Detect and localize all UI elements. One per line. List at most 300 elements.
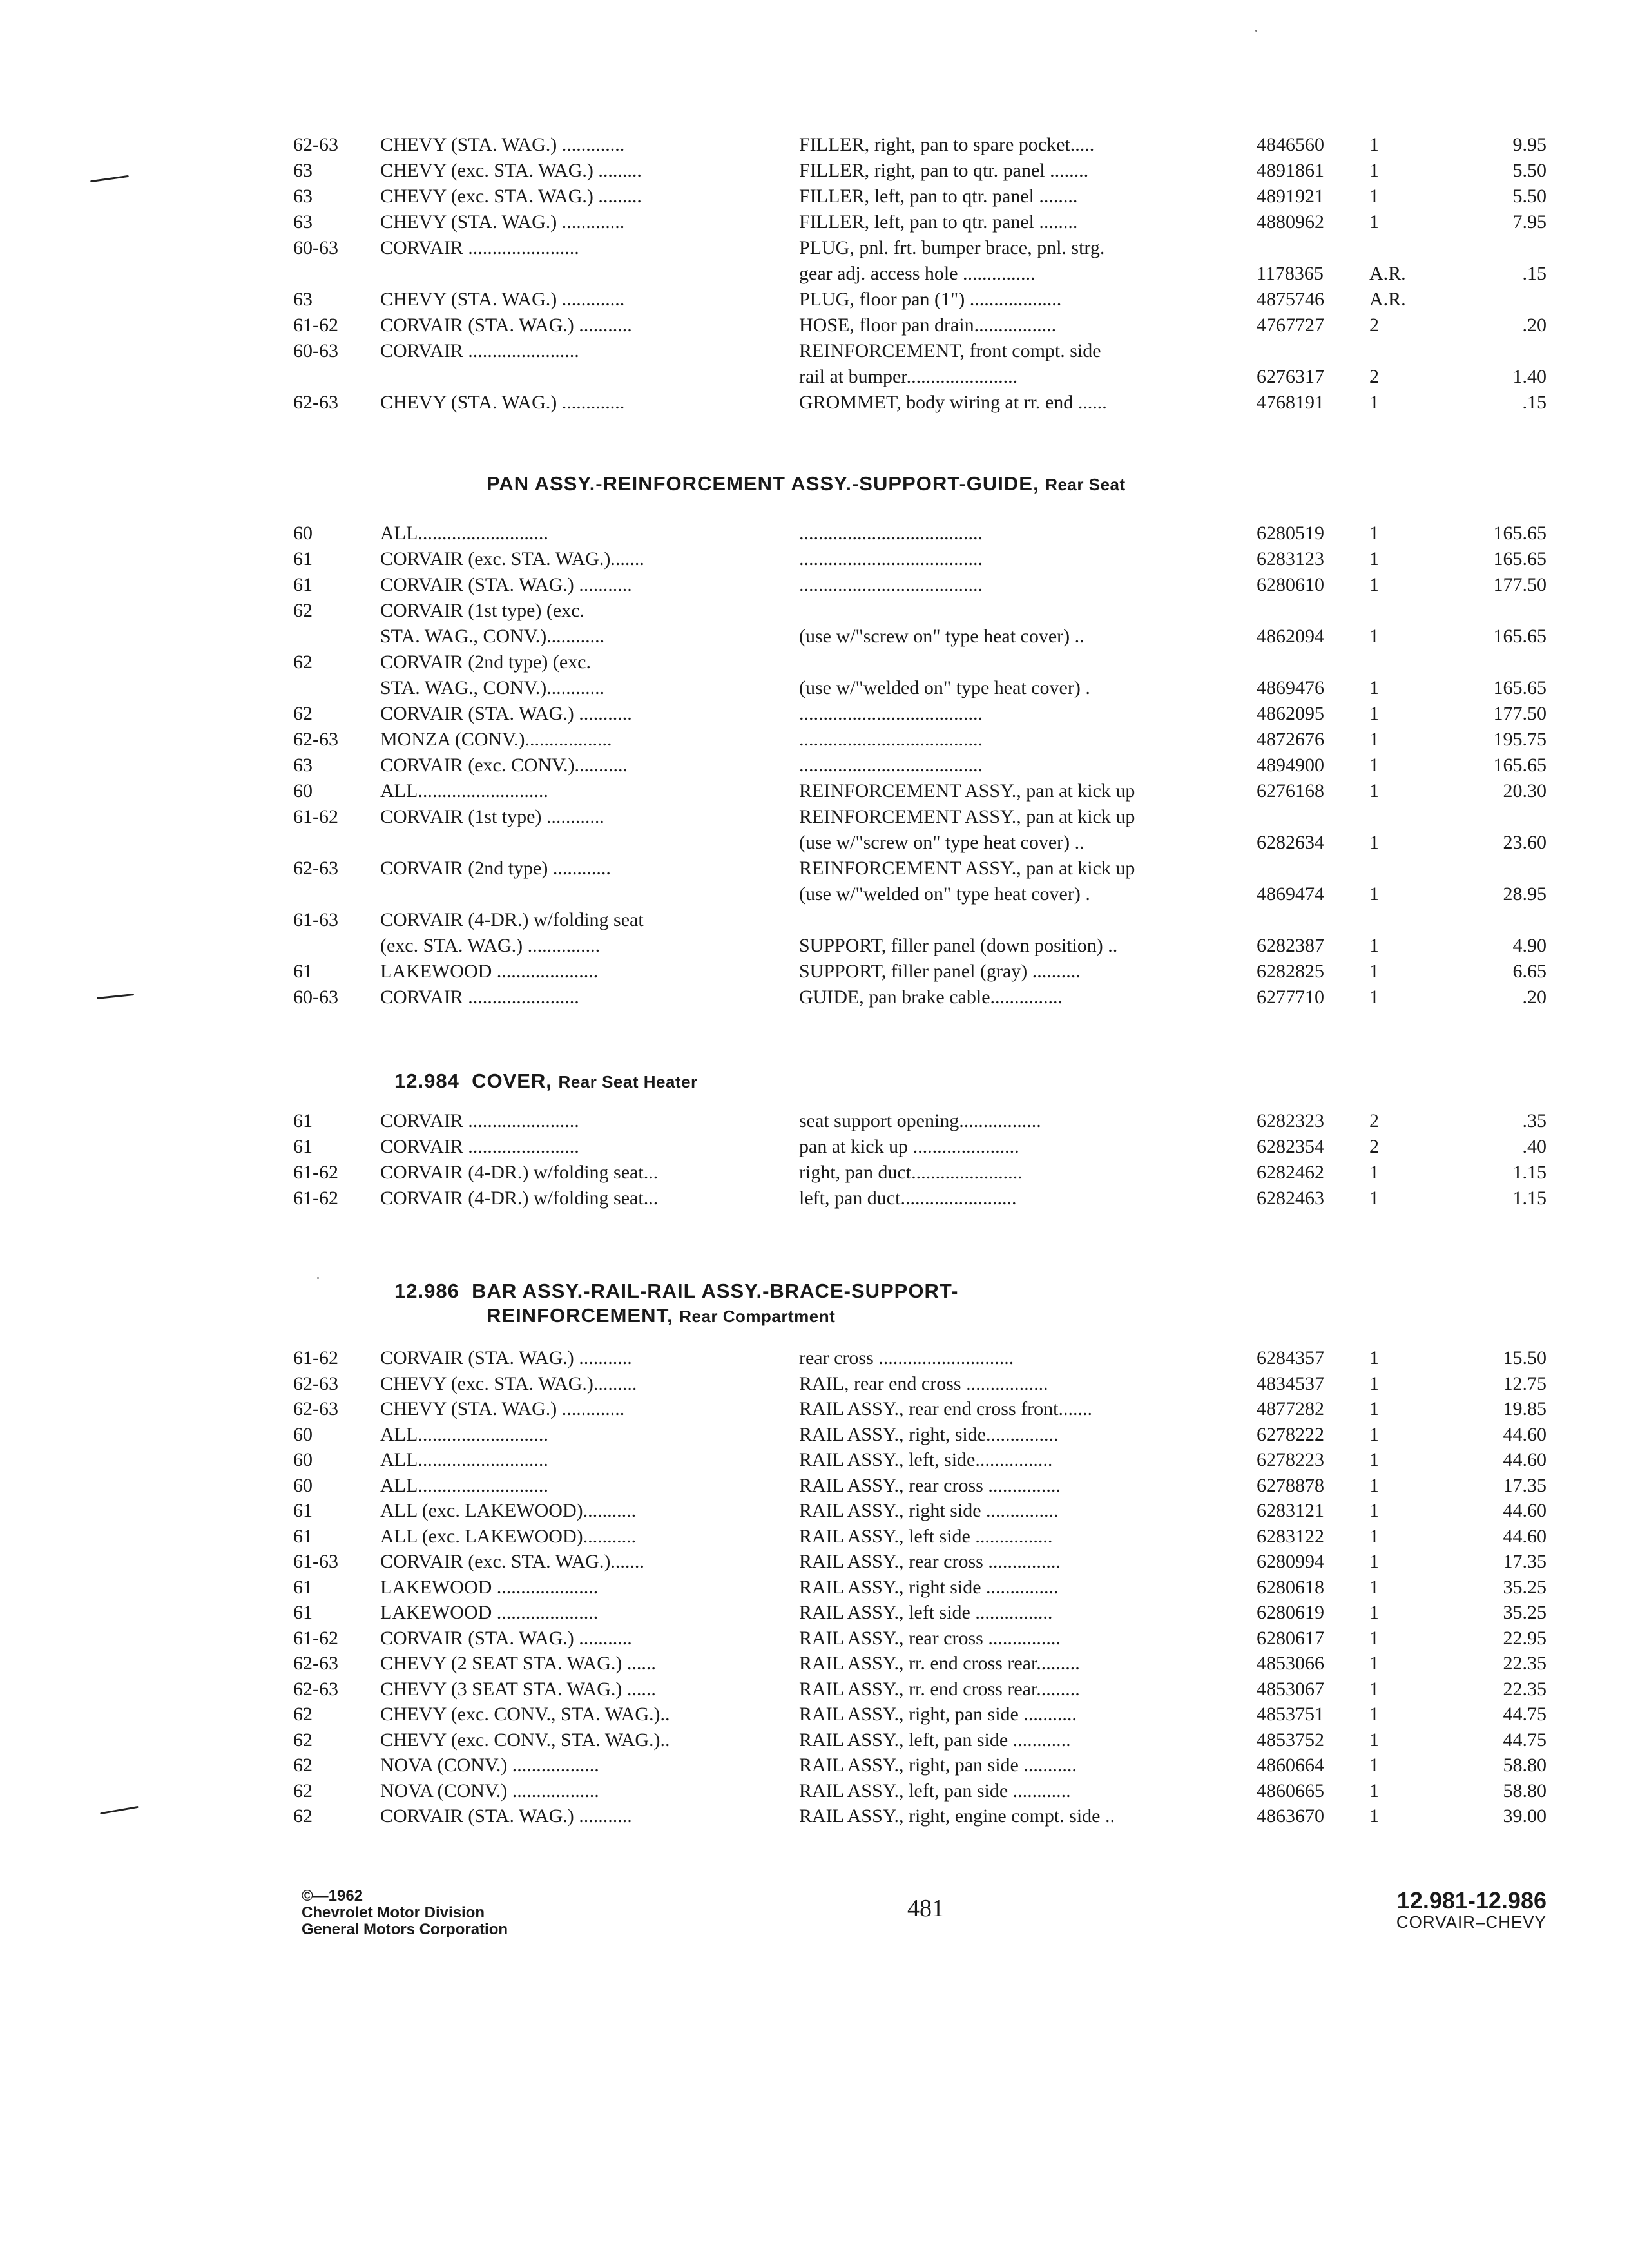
part-number: 6283123 bbox=[1257, 548, 1324, 570]
quantity: 1 bbox=[1369, 986, 1379, 1008]
part-number: 4894900 bbox=[1257, 754, 1324, 776]
description: RAIL ASSY., left side ................ bbox=[799, 1525, 1053, 1547]
model-year: 61-63 bbox=[293, 1551, 338, 1572]
description: RAIL ASSY., right, side............... bbox=[799, 1423, 1059, 1445]
part-number: 4872676 bbox=[1257, 729, 1324, 750]
model: CORVAIR (STA. WAG.) ........... bbox=[380, 574, 632, 595]
model-year: 60-63 bbox=[293, 237, 338, 258]
model-year: 63 bbox=[293, 160, 313, 181]
quantity: 1 bbox=[1369, 392, 1379, 413]
part-number: 6282323 bbox=[1257, 1110, 1324, 1131]
model: CHEVY (STA. WAG.) ............. bbox=[380, 392, 625, 413]
price: .15 bbox=[1522, 392, 1547, 413]
table-row bbox=[0, 830, 1629, 856]
model-year: 60 bbox=[293, 1449, 313, 1470]
model-year: 61 bbox=[293, 1110, 313, 1131]
model: ALL........................... bbox=[380, 1474, 548, 1496]
table-row bbox=[0, 390, 1629, 416]
price: 20.30 bbox=[1503, 780, 1547, 802]
quantity: 1 bbox=[1369, 1704, 1379, 1725]
model-year: 61 bbox=[293, 1136, 313, 1157]
table-row bbox=[0, 1626, 1629, 1651]
part-number: 4869474 bbox=[1257, 883, 1324, 905]
corporation: General Motors Corporation bbox=[302, 1921, 508, 1938]
model: CORVAIR (1st type) (exc. bbox=[380, 600, 585, 621]
quantity: 1 bbox=[1369, 1805, 1379, 1827]
price: 39.00 bbox=[1503, 1805, 1547, 1827]
model: ALL (exc. LAKEWOOD)........... bbox=[380, 1500, 637, 1521]
description: gear adj. access hole ............... bbox=[799, 263, 1036, 284]
model: ALL (exc. LAKEWOOD)........... bbox=[380, 1525, 637, 1547]
model-year: 61-62 bbox=[293, 314, 338, 336]
part-number: 4853066 bbox=[1257, 1653, 1324, 1674]
section-title: BAR ASSY.-RAIL-RAIL ASSY.-BRACE-SUPPORT- bbox=[472, 1280, 959, 1302]
table-row bbox=[0, 287, 1629, 312]
part-number: 4767727 bbox=[1257, 314, 1324, 336]
description: FILLER, right, pan to qtr. panel ........ bbox=[799, 160, 1089, 181]
table-row bbox=[0, 727, 1629, 753]
description: ...................................... bbox=[799, 754, 983, 776]
price: 35.25 bbox=[1503, 1602, 1547, 1623]
model: CORVAIR (4-DR.) w/folding seat... bbox=[380, 1162, 659, 1183]
price: 44.60 bbox=[1503, 1500, 1547, 1521]
part-number: 6276317 bbox=[1257, 366, 1324, 387]
model-year: 62-63 bbox=[293, 134, 338, 155]
price: 44.60 bbox=[1503, 1449, 1547, 1470]
quantity: 1 bbox=[1369, 574, 1379, 595]
footer-range bbox=[1353, 1888, 1547, 1930]
model-year: 62-63 bbox=[293, 729, 338, 750]
price: 19.85 bbox=[1503, 1398, 1547, 1419]
model: CORVAIR (STA. WAG.) ........... bbox=[380, 703, 632, 724]
page-number: 481 bbox=[907, 1895, 944, 1922]
price: 28.95 bbox=[1503, 883, 1547, 905]
model-year: 61-62 bbox=[293, 1347, 338, 1369]
quantity: 1 bbox=[1369, 1525, 1379, 1547]
model-year: 62 bbox=[293, 703, 313, 724]
quantity: 1 bbox=[1369, 729, 1379, 750]
price: 17.35 bbox=[1503, 1551, 1547, 1572]
price: .20 bbox=[1522, 986, 1547, 1008]
table-row bbox=[0, 572, 1629, 598]
part-number: 4860664 bbox=[1257, 1754, 1324, 1776]
quantity: 1 bbox=[1369, 1474, 1379, 1496]
price: 5.50 bbox=[1512, 160, 1547, 181]
part-number: 6283121 bbox=[1257, 1500, 1324, 1521]
description: REINFORCEMENT ASSY., pan at kick up bbox=[799, 780, 1135, 802]
description: RAIL ASSY., rr. end cross rear......... bbox=[799, 1653, 1080, 1674]
table-row bbox=[0, 753, 1629, 778]
quantity: 1 bbox=[1369, 160, 1379, 181]
price: 4.90 bbox=[1512, 935, 1547, 956]
model: CORVAIR (exc. STA. WAG.)....... bbox=[380, 548, 644, 570]
model-year: 61-62 bbox=[293, 1162, 338, 1183]
table-row bbox=[0, 132, 1629, 158]
model: CHEVY (exc. STA. WAG.) ......... bbox=[380, 186, 642, 207]
model: NOVA (CONV.) .................. bbox=[380, 1754, 599, 1776]
section-heading-cover bbox=[394, 1070, 698, 1093]
model-year: 62 bbox=[293, 600, 313, 621]
model-year: 61 bbox=[293, 574, 313, 595]
model: CORVAIR ....................... bbox=[380, 1110, 579, 1131]
description: ...................................... bbox=[799, 574, 983, 595]
quantity: 2 bbox=[1369, 1110, 1379, 1131]
model-year: 60-63 bbox=[293, 340, 338, 361]
model-year: 62 bbox=[293, 1704, 313, 1725]
model-year: 61 bbox=[293, 1602, 313, 1623]
model: CHEVY (exc. CONV., STA. WAG.).. bbox=[380, 1729, 670, 1751]
part-number: 4863670 bbox=[1257, 1805, 1324, 1827]
table-row bbox=[0, 1803, 1629, 1829]
table-row bbox=[0, 1160, 1629, 1186]
copyright: ©—1962 bbox=[302, 1887, 363, 1905]
price: 165.65 bbox=[1493, 677, 1547, 698]
table-row bbox=[0, 235, 1629, 261]
table-row bbox=[0, 1727, 1629, 1753]
table-row bbox=[0, 598, 1629, 624]
model-year: 60 bbox=[293, 523, 313, 544]
part-number: 4768191 bbox=[1257, 392, 1324, 413]
model-year: 61-62 bbox=[293, 806, 338, 827]
part-number: 4834537 bbox=[1257, 1372, 1324, 1394]
footer-publisher bbox=[302, 1888, 508, 1938]
table-row bbox=[0, 1108, 1629, 1134]
description: GROMMET, body wiring at rr. end ...... bbox=[799, 392, 1107, 413]
price: 7.95 bbox=[1512, 211, 1547, 233]
table-row bbox=[0, 1473, 1629, 1499]
table-row bbox=[0, 1600, 1629, 1626]
quantity: 1 bbox=[1369, 1602, 1379, 1623]
table-row bbox=[0, 985, 1629, 1010]
description: RAIL ASSY., right, engine compt. side .. bbox=[799, 1805, 1115, 1827]
table-row bbox=[0, 624, 1629, 649]
model: CHEVY (2 SEAT STA. WAG.) ...... bbox=[380, 1653, 656, 1674]
price: 9.95 bbox=[1512, 134, 1547, 155]
model: ALL........................... bbox=[380, 1449, 548, 1470]
model: CHEVY (exc. STA. WAG.)......... bbox=[380, 1372, 637, 1394]
table-row bbox=[0, 1498, 1629, 1524]
table-row bbox=[0, 1524, 1629, 1550]
quantity: 1 bbox=[1369, 1398, 1379, 1419]
part-number: 6280994 bbox=[1257, 1551, 1324, 1572]
quantity: 1 bbox=[1369, 1678, 1379, 1700]
model-year: 62 bbox=[293, 1729, 313, 1751]
description: ...................................... bbox=[799, 703, 983, 724]
part-number: 6284357 bbox=[1257, 1347, 1324, 1369]
quantity: 1 bbox=[1369, 961, 1379, 982]
table-row bbox=[0, 675, 1629, 701]
model-year: 63 bbox=[293, 186, 313, 207]
quantity: 1 bbox=[1369, 186, 1379, 207]
part-number: 4891921 bbox=[1257, 186, 1324, 207]
description: RAIL ASSY., left side ................ bbox=[799, 1602, 1053, 1623]
model-year: 63 bbox=[293, 211, 313, 233]
part-number: 1178365 bbox=[1257, 263, 1324, 284]
model-year: 60 bbox=[293, 1474, 313, 1496]
part-number: 6280619 bbox=[1257, 1602, 1324, 1623]
section-heading-pan-assy bbox=[487, 472, 1126, 495]
table-row bbox=[0, 1186, 1629, 1211]
price: 1.40 bbox=[1512, 366, 1547, 387]
table-row bbox=[0, 649, 1629, 675]
price: 195.75 bbox=[1493, 729, 1547, 750]
model: CORVAIR (STA. WAG.) ........... bbox=[380, 1347, 632, 1369]
description: RAIL ASSY., left, pan side ............ bbox=[799, 1729, 1071, 1751]
description: RAIL ASSY., rr. end cross rear......... bbox=[799, 1678, 1080, 1700]
table-row bbox=[0, 1345, 1629, 1371]
description: right, pan duct....................... bbox=[799, 1162, 1023, 1183]
quantity: A.R. bbox=[1369, 263, 1406, 284]
price: 44.75 bbox=[1503, 1729, 1547, 1751]
table-row bbox=[0, 1549, 1629, 1575]
table-row bbox=[0, 881, 1629, 907]
part-number: 6282463 bbox=[1257, 1187, 1324, 1209]
description: (use w/"welded on" type heat cover) . bbox=[799, 883, 1090, 905]
description: ...................................... bbox=[799, 523, 983, 544]
part-number: 6278222 bbox=[1257, 1423, 1324, 1445]
part-number: 6280617 bbox=[1257, 1627, 1324, 1649]
part-number: 6282387 bbox=[1257, 935, 1324, 956]
quantity: 1 bbox=[1369, 1347, 1379, 1369]
description: rail at bumper....................... bbox=[799, 366, 1018, 387]
table-row bbox=[0, 804, 1629, 830]
part-number: 6283122 bbox=[1257, 1525, 1324, 1547]
model: CORVAIR (exc. CONV.)........... bbox=[380, 754, 628, 776]
model: CHEVY (STA. WAG.) ............. bbox=[380, 1398, 625, 1419]
price: 6.65 bbox=[1512, 961, 1547, 982]
description: SUPPORT, filler panel (gray) .......... bbox=[799, 961, 1081, 982]
part-number: 6277710 bbox=[1257, 986, 1324, 1008]
model: CORVAIR (2nd type) (exc. bbox=[380, 651, 591, 673]
quantity: 1 bbox=[1369, 1551, 1379, 1572]
part-number: 4853751 bbox=[1257, 1704, 1324, 1725]
model: CORVAIR ....................... bbox=[380, 237, 579, 258]
speck bbox=[317, 1277, 319, 1279]
table-row bbox=[0, 1371, 1629, 1397]
model: (exc. STA. WAG.) ............... bbox=[380, 935, 601, 956]
model: STA. WAG., CONV.)............ bbox=[380, 677, 605, 698]
description: PLUG, floor pan (1") ................... bbox=[799, 289, 1062, 310]
model-year: 62-63 bbox=[293, 392, 338, 413]
table-row bbox=[0, 1422, 1629, 1448]
quantity: 1 bbox=[1369, 1372, 1379, 1394]
model-year: 61 bbox=[293, 1525, 313, 1547]
description: REINFORCEMENT, front compt. side bbox=[799, 340, 1101, 361]
model: CORVAIR (4-DR.) w/folding seat... bbox=[380, 1187, 659, 1209]
description: FILLER, left, pan to qtr. panel ........ bbox=[799, 211, 1078, 233]
model-year: 62-63 bbox=[293, 1653, 338, 1674]
quantity: 1 bbox=[1369, 1500, 1379, 1521]
quantity: 1 bbox=[1369, 1729, 1379, 1751]
price: 165.65 bbox=[1493, 626, 1547, 647]
table-row bbox=[0, 1702, 1629, 1727]
quantity: 1 bbox=[1369, 754, 1379, 776]
price: 44.60 bbox=[1503, 1525, 1547, 1547]
part-number: 6280610 bbox=[1257, 574, 1324, 595]
model: CORVAIR (STA. WAG.) ........... bbox=[380, 1627, 632, 1649]
part-number: 4860665 bbox=[1257, 1780, 1324, 1802]
table-row bbox=[0, 1778, 1629, 1804]
table-row bbox=[0, 209, 1629, 235]
model-year: 62 bbox=[293, 1805, 313, 1827]
price: 44.75 bbox=[1503, 1704, 1547, 1725]
model-year: 61 bbox=[293, 961, 313, 982]
model-year: 60 bbox=[293, 780, 313, 802]
model-year: 60-63 bbox=[293, 986, 338, 1008]
section-title: PAN ASSY.-REINFORCEMENT ASSY.-SUPPORT-GUIDE, bbox=[487, 472, 1039, 495]
table-row bbox=[0, 261, 1629, 287]
description: seat support opening................. bbox=[799, 1110, 1041, 1131]
quantity: 1 bbox=[1369, 935, 1379, 956]
model-year: 61-62 bbox=[293, 1627, 338, 1649]
price: .15 bbox=[1522, 263, 1547, 284]
model-year: 61-62 bbox=[293, 1187, 338, 1209]
section-title: COVER, bbox=[472, 1070, 552, 1092]
description: RAIL ASSY., right, pan side ........... bbox=[799, 1704, 1077, 1725]
description: RAIL ASSY., right, pan side ........... bbox=[799, 1754, 1077, 1776]
section-number: 12.984 bbox=[394, 1070, 459, 1092]
table-row bbox=[0, 184, 1629, 209]
part-number: 6276168 bbox=[1257, 780, 1324, 802]
description: GUIDE, pan brake cable............... bbox=[799, 986, 1063, 1008]
price: 22.35 bbox=[1503, 1653, 1547, 1674]
part-number: 4862095 bbox=[1257, 703, 1324, 724]
model: LAKEWOOD ..................... bbox=[380, 961, 599, 982]
model-year: 62 bbox=[293, 651, 313, 673]
model: CHEVY (STA. WAG.) ............. bbox=[380, 289, 625, 310]
description: RAIL ASSY., right side ............... bbox=[799, 1500, 1059, 1521]
table-row bbox=[0, 158, 1629, 184]
description: rear cross ............................ bbox=[799, 1347, 1014, 1369]
price: 1.15 bbox=[1512, 1187, 1547, 1209]
part-number: 6278223 bbox=[1257, 1449, 1324, 1470]
quantity: 1 bbox=[1369, 1576, 1379, 1598]
model-year: 62-63 bbox=[293, 1372, 338, 1394]
description: RAIL ASSY., left, pan side ............ bbox=[799, 1780, 1071, 1802]
description: (use w/"screw on" type heat cover) .. bbox=[799, 832, 1084, 853]
description: ...................................... bbox=[799, 548, 983, 570]
table-row bbox=[0, 1651, 1629, 1677]
model: MONZA (CONV.).................. bbox=[380, 729, 612, 750]
part-number: 6282462 bbox=[1257, 1162, 1324, 1183]
description: FILLER, left, pan to qtr. panel ........ bbox=[799, 186, 1078, 207]
table-row bbox=[0, 521, 1629, 546]
description: RAIL ASSY., rear cross ............... bbox=[799, 1474, 1061, 1496]
model: CHEVY (STA. WAG.) ............. bbox=[380, 134, 625, 155]
part-number: 4846560 bbox=[1257, 134, 1324, 155]
model: CORVAIR (2nd type) ............ bbox=[380, 858, 611, 879]
part-number: 4891861 bbox=[1257, 160, 1324, 181]
model: CHEVY (3 SEAT STA. WAG.) ...... bbox=[380, 1678, 656, 1700]
description: RAIL ASSY., rear cross ............... bbox=[799, 1627, 1061, 1649]
model-year: 61 bbox=[293, 548, 313, 570]
description: REINFORCEMENT ASSY., pan at kick up bbox=[799, 806, 1135, 827]
price: 5.50 bbox=[1512, 186, 1547, 207]
description: left, pan duct........................ bbox=[799, 1187, 1017, 1209]
price: 22.95 bbox=[1503, 1627, 1547, 1649]
model-year: 63 bbox=[293, 289, 313, 310]
table-row bbox=[0, 546, 1629, 572]
model-year: 63 bbox=[293, 754, 313, 776]
description: (use w/"screw on" type heat cover) .. bbox=[799, 626, 1084, 647]
description: ...................................... bbox=[799, 729, 983, 750]
description: REINFORCEMENT ASSY., pan at kick up bbox=[799, 858, 1135, 879]
part-number: 4853752 bbox=[1257, 1729, 1324, 1751]
section-subtitle: Rear Compartment bbox=[679, 1307, 836, 1326]
section-subtitle: Rear Seat Heater bbox=[558, 1072, 698, 1091]
quantity: 1 bbox=[1369, 703, 1379, 724]
quantity: 1 bbox=[1369, 1423, 1379, 1445]
table-row bbox=[0, 1753, 1629, 1778]
quantity: 1 bbox=[1369, 626, 1379, 647]
model: CORVAIR (STA. WAG.) ........... bbox=[380, 314, 632, 336]
description: RAIL ASSY., right side ............... bbox=[799, 1576, 1059, 1598]
table-row bbox=[0, 959, 1629, 985]
model-year: 61-63 bbox=[293, 909, 338, 930]
model-year: 61 bbox=[293, 1576, 313, 1598]
quantity: 1 bbox=[1369, 883, 1379, 905]
table-row bbox=[0, 1447, 1629, 1473]
table-row bbox=[0, 778, 1629, 804]
table-row bbox=[0, 907, 1629, 933]
quantity: 2 bbox=[1369, 314, 1379, 336]
part-number: 4862094 bbox=[1257, 626, 1324, 647]
quantity: 1 bbox=[1369, 1449, 1379, 1470]
price: 15.50 bbox=[1503, 1347, 1547, 1369]
quantity: 1 bbox=[1369, 1780, 1379, 1802]
division: Chevrolet Motor Division bbox=[302, 1904, 485, 1921]
description: (use w/"welded on" type heat cover) . bbox=[799, 677, 1090, 698]
model-year: 62-63 bbox=[293, 1678, 338, 1700]
model-year: 60 bbox=[293, 1423, 313, 1445]
part-number: 6280519 bbox=[1257, 523, 1324, 544]
footer-models: CORVAIR–CHEVY bbox=[1396, 1912, 1547, 1932]
price: 44.60 bbox=[1503, 1423, 1547, 1445]
model-year: 62-63 bbox=[293, 1398, 338, 1419]
model: CHEVY (STA. WAG.) ............. bbox=[380, 211, 625, 233]
price: .20 bbox=[1522, 314, 1547, 336]
price: 165.65 bbox=[1493, 523, 1547, 544]
price: 177.50 bbox=[1493, 703, 1547, 724]
table-row bbox=[0, 1575, 1629, 1600]
description: RAIL ASSY., left, side................ bbox=[799, 1449, 1053, 1470]
quantity: 1 bbox=[1369, 677, 1379, 698]
model: LAKEWOOD ..................... bbox=[380, 1576, 599, 1598]
section-subtitle: Rear Seat bbox=[1045, 475, 1126, 494]
model: CORVAIR ....................... bbox=[380, 1136, 579, 1157]
group-range: 12.981-12.986 bbox=[1396, 1887, 1547, 1914]
price: 23.60 bbox=[1503, 832, 1547, 853]
price: 1.15 bbox=[1512, 1162, 1547, 1183]
quantity: 1 bbox=[1369, 1653, 1379, 1674]
quantity: 2 bbox=[1369, 1136, 1379, 1157]
part-number: 4869476 bbox=[1257, 677, 1324, 698]
model: ALL........................... bbox=[380, 780, 548, 802]
description: RAIL ASSY., rear end cross front....... bbox=[799, 1398, 1092, 1419]
section-heading-bar-assy-line2 bbox=[487, 1304, 835, 1327]
model: CHEVY (exc. CONV., STA. WAG.).. bbox=[380, 1704, 670, 1725]
description: pan at kick up ...................... bbox=[799, 1136, 1019, 1157]
part-number: 4853067 bbox=[1257, 1678, 1324, 1700]
quantity: 1 bbox=[1369, 1754, 1379, 1776]
section-number: 12.986 bbox=[394, 1280, 459, 1302]
description: PLUG, pnl. frt. bumper brace, pnl. strg. bbox=[799, 237, 1105, 258]
model: CORVAIR (4-DR.) w/folding seat bbox=[380, 909, 644, 930]
section-heading-bar-assy bbox=[394, 1280, 958, 1303]
price: .40 bbox=[1522, 1136, 1547, 1157]
table-row bbox=[0, 856, 1629, 881]
model-year: 62-63 bbox=[293, 858, 338, 879]
